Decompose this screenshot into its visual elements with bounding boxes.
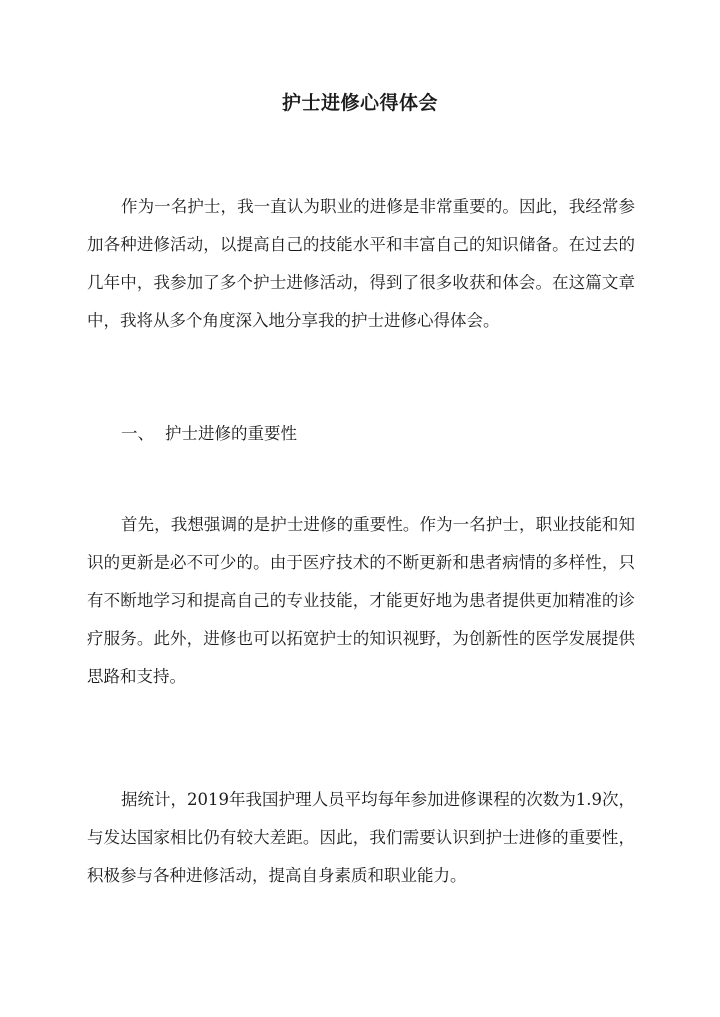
importance-paragraph: 首先，我想强调的是护士进修的重要性。作为一名护士，职业技能和知识的更新是必不可少的。由于医疗技术的不断更新和患者病情的多样性，只有不断地学习和提高自己的专业技能，才能更好地为患者提供更加精准的诊疗服务。此外，进修也可以拓宽护士的知识视野，为创新性的医学发展提供思路和支持。	[87, 515, 635, 686]
statistics-paragraph: 据统计，2019年我国护理人员平均每年参加进修课程的次数为1.9次，与发达国家相比仍有较大差距。因此，我们需要认识到护士进修的重要性，积极参与各种进修活动，提高自身素质和职业能力。	[87, 790, 635, 885]
section-heading	[121, 415, 297, 453]
section-number: 一、	[121, 424, 154, 443]
section-heading-text: 护士进修的重要性	[165, 424, 297, 443]
intro-paragraph: 作为一名护士，我一直认为职业的进修是非常重要的。因此，我经常参加各种进修活动，以提高自己的技能水平和丰富自己的知识储备。在过去的几年中，我参加了多个护士进修活动，得到了很多收获和体会。在这篇文章中，我将从多个角度深入地分享我的护士进修心得体会。	[87, 197, 635, 330]
page-title: 护士进修心得体会	[281, 92, 438, 114]
